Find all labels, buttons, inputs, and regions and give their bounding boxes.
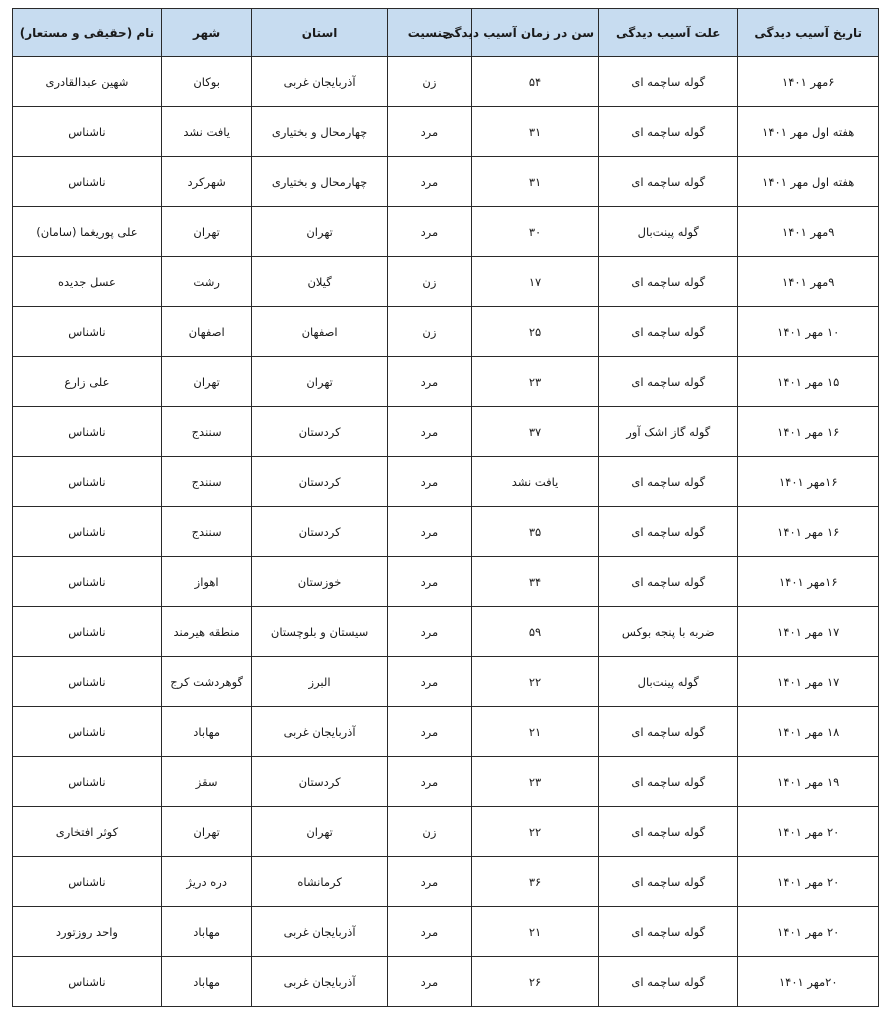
cell-province: تهران bbox=[252, 207, 387, 257]
cell-injury-cause: گوله ساچمه ای bbox=[599, 907, 738, 957]
cell-name: ناشناس bbox=[13, 457, 162, 507]
cell-city: سقز bbox=[161, 757, 252, 807]
cell-city: بوکان bbox=[161, 57, 252, 107]
table-row bbox=[13, 807, 879, 857]
header-province: استان bbox=[252, 9, 387, 57]
cell-injury-cause: ضربه با پنجه بوکس bbox=[599, 607, 738, 657]
cell-name: ناشناس bbox=[13, 957, 162, 1007]
cell-age: ۲۵ bbox=[472, 307, 599, 357]
cell-gender: مرد bbox=[387, 207, 471, 257]
cell-injury-cause: گوله پینت‌بال bbox=[599, 657, 738, 707]
cell-injury-date: ۲۰ مهر ۱۴۰۱ bbox=[738, 857, 879, 907]
cell-injury-date: هفته اول مهر ۱۴۰۱ bbox=[738, 107, 879, 157]
cell-injury-cause: گوله ساچمه ای bbox=[599, 807, 738, 857]
cell-province: کردستان bbox=[252, 457, 387, 507]
cell-age: ۲۱ bbox=[472, 707, 599, 757]
table-row bbox=[13, 957, 879, 1007]
cell-province: آذربایجان غربی bbox=[252, 957, 387, 1007]
cell-gender: مرد bbox=[387, 507, 471, 557]
cell-city: تهران bbox=[161, 207, 252, 257]
cell-injury-date: ۶مهر ۱۴۰۱ bbox=[738, 57, 879, 107]
table-row bbox=[13, 357, 879, 407]
cell-name: ناشناس bbox=[13, 757, 162, 807]
cell-city: سنندج bbox=[161, 407, 252, 457]
cell-province: چهارمحال و بختیاری bbox=[252, 107, 387, 157]
cell-city: دره دریژ bbox=[161, 857, 252, 907]
cell-injury-date: ۲۰مهر ۱۴۰۱ bbox=[738, 957, 879, 1007]
cell-gender: مرد bbox=[387, 657, 471, 707]
cell-injury-cause: گوله ساچمه ای bbox=[599, 107, 738, 157]
cell-province: گیلان bbox=[252, 257, 387, 307]
cell-gender: مرد bbox=[387, 457, 471, 507]
table-row bbox=[13, 857, 879, 907]
cell-province: اصفهان bbox=[252, 307, 387, 357]
table-row bbox=[13, 507, 879, 557]
cell-name: علی زارع bbox=[13, 357, 162, 407]
cell-injury-cause: گوله ساچمه ای bbox=[599, 507, 738, 557]
header-injury-cause: علت آسیب دیدگی bbox=[599, 9, 738, 57]
cell-injury-cause: گوله ساچمه ای bbox=[599, 957, 738, 1007]
cell-gender: مرد bbox=[387, 757, 471, 807]
cell-age: ۵۴ bbox=[472, 57, 599, 107]
table-row bbox=[13, 907, 879, 957]
table-row bbox=[13, 707, 879, 757]
cell-gender: مرد bbox=[387, 157, 471, 207]
cell-age: ۲۳ bbox=[472, 757, 599, 807]
header-injury-date: تاریخ آسیب دیدگی bbox=[738, 9, 879, 57]
header-age: سن در زمان آسیب دیدگی bbox=[472, 9, 599, 57]
cell-injury-cause: گوله ساچمه ای bbox=[599, 707, 738, 757]
cell-name: ناشناس bbox=[13, 607, 162, 657]
cell-city: یافت نشد bbox=[161, 107, 252, 157]
cell-injury-cause: گوله گاز اشک آور bbox=[599, 407, 738, 457]
header-name: نام (حقیقی و مستعار) bbox=[13, 9, 162, 57]
cell-injury-date: ۱۰ مهر ۱۴۰۱ bbox=[738, 307, 879, 357]
cell-province: البرز bbox=[252, 657, 387, 707]
cell-injury-date: ۱۵ مهر ۱۴۰۱ bbox=[738, 357, 879, 407]
cell-name: شهین عبدالقادری bbox=[13, 57, 162, 107]
cell-injury-cause: گوله ساچمه ای bbox=[599, 457, 738, 507]
cell-injury-date: ۹مهر ۱۴۰۱ bbox=[738, 257, 879, 307]
cell-age: ۲۲ bbox=[472, 807, 599, 857]
cell-province: آذربایجان غربی bbox=[252, 57, 387, 107]
table-row bbox=[13, 157, 879, 207]
injury-table-container bbox=[12, 8, 879, 1007]
cell-city: رشت bbox=[161, 257, 252, 307]
cell-injury-date: ۱۷ مهر ۱۴۰۱ bbox=[738, 657, 879, 707]
cell-injury-date: ۹مهر ۱۴۰۱ bbox=[738, 207, 879, 257]
cell-injury-date: ۱۷ مهر ۱۴۰۱ bbox=[738, 607, 879, 657]
cell-province: کردستان bbox=[252, 757, 387, 807]
cell-name: ناشناس bbox=[13, 157, 162, 207]
cell-age: ۳۴ bbox=[472, 557, 599, 607]
cell-name: عسل جدیده bbox=[13, 257, 162, 307]
header-row bbox=[13, 9, 879, 57]
table-row bbox=[13, 57, 879, 107]
table-row bbox=[13, 307, 879, 357]
table-row bbox=[13, 657, 879, 707]
cell-name: ناشناس bbox=[13, 857, 162, 907]
cell-gender: مرد bbox=[387, 607, 471, 657]
cell-province: کرمانشاه bbox=[252, 857, 387, 907]
table-row bbox=[13, 407, 879, 457]
cell-age: ۱۷ bbox=[472, 257, 599, 307]
cell-age: ۳۶ bbox=[472, 857, 599, 907]
cell-age: ۵۹ bbox=[472, 607, 599, 657]
cell-province: سیستان و بلوچستان bbox=[252, 607, 387, 657]
cell-gender: مرد bbox=[387, 107, 471, 157]
table-row bbox=[13, 257, 879, 307]
cell-name: ناشناس bbox=[13, 307, 162, 357]
cell-gender: مرد bbox=[387, 707, 471, 757]
cell-city: تهران bbox=[161, 807, 252, 857]
cell-age: ۲۳ bbox=[472, 357, 599, 407]
cell-age: یافت نشد bbox=[472, 457, 599, 507]
cell-gender: مرد bbox=[387, 357, 471, 407]
cell-name: ناشناس bbox=[13, 657, 162, 707]
table-row bbox=[13, 207, 879, 257]
cell-injury-date: هفته اول مهر ۱۴۰۱ bbox=[738, 157, 879, 207]
cell-name: ناشناس bbox=[13, 557, 162, 607]
table-row bbox=[13, 107, 879, 157]
cell-name: علی پوریغما (سامان) bbox=[13, 207, 162, 257]
cell-injury-cause: گوله ساچمه ای bbox=[599, 157, 738, 207]
cell-province: آذربایجان غربی bbox=[252, 707, 387, 757]
cell-injury-cause: گوله ساچمه ای bbox=[599, 357, 738, 407]
cell-city: گوهردشت کرج bbox=[161, 657, 252, 707]
cell-injury-cause: گوله ساچمه ای bbox=[599, 307, 738, 357]
cell-city: اهواز bbox=[161, 557, 252, 607]
cell-gender: مرد bbox=[387, 957, 471, 1007]
cell-gender: مرد bbox=[387, 407, 471, 457]
cell-injury-date: ۱۶مهر ۱۴۰۱ bbox=[738, 557, 879, 607]
cell-injury-date: ۱۹ مهر ۱۴۰۱ bbox=[738, 757, 879, 807]
cell-gender: مرد bbox=[387, 907, 471, 957]
cell-city: مهاباد bbox=[161, 907, 252, 957]
cell-age: ۲۶ bbox=[472, 957, 599, 1007]
cell-injury-cause: گوله ساچمه ای bbox=[599, 857, 738, 907]
cell-gender: زن bbox=[387, 807, 471, 857]
injury-table bbox=[12, 8, 879, 1007]
cell-injury-cause: گوله ساچمه ای bbox=[599, 757, 738, 807]
cell-name: ناشناس bbox=[13, 407, 162, 457]
cell-city: سنندج bbox=[161, 507, 252, 557]
table-row bbox=[13, 457, 879, 507]
table-row bbox=[13, 557, 879, 607]
cell-name: ناشناس bbox=[13, 107, 162, 157]
cell-injury-date: ۱۶ مهر ۱۴۰۱ bbox=[738, 407, 879, 457]
cell-age: ۳۰ bbox=[472, 207, 599, 257]
cell-injury-cause: گوله ساچمه ای bbox=[599, 557, 738, 607]
cell-province: تهران bbox=[252, 357, 387, 407]
cell-injury-date: ۱۸ مهر ۱۴۰۱ bbox=[738, 707, 879, 757]
cell-city: مهاباد bbox=[161, 707, 252, 757]
cell-name: ناشناس bbox=[13, 707, 162, 757]
header-gender: جنسیت bbox=[387, 9, 471, 57]
cell-city: تهران bbox=[161, 357, 252, 407]
cell-city: مهاباد bbox=[161, 957, 252, 1007]
table-row bbox=[13, 607, 879, 657]
cell-injury-date: ۱۶مهر ۱۴۰۱ bbox=[738, 457, 879, 507]
cell-province: چهارمحال و بختیاری bbox=[252, 157, 387, 207]
header-city: شهر bbox=[161, 9, 252, 57]
table-header bbox=[13, 9, 879, 57]
cell-name: ناشناس bbox=[13, 507, 162, 557]
cell-province: خوزستان bbox=[252, 557, 387, 607]
cell-province: تهران bbox=[252, 807, 387, 857]
cell-injury-cause: گوله ساچمه ای bbox=[599, 57, 738, 107]
cell-injury-date: ۱۶ مهر ۱۴۰۱ bbox=[738, 507, 879, 557]
cell-gender: مرد bbox=[387, 557, 471, 607]
table-body bbox=[13, 57, 879, 1007]
cell-name: کوثر افتخاری bbox=[13, 807, 162, 857]
table-row bbox=[13, 757, 879, 807]
cell-injury-date: ۲۰ مهر ۱۴۰۱ bbox=[738, 907, 879, 957]
cell-age: ۳۷ bbox=[472, 407, 599, 457]
cell-age: ۲۱ bbox=[472, 907, 599, 957]
cell-gender: زن bbox=[387, 257, 471, 307]
cell-name: واحد روزتورد bbox=[13, 907, 162, 957]
cell-injury-cause: گوله ساچمه ای bbox=[599, 257, 738, 307]
cell-age: ۳۵ bbox=[472, 507, 599, 557]
cell-city: اصفهان bbox=[161, 307, 252, 357]
cell-age: ۲۲ bbox=[472, 657, 599, 707]
cell-province: آذربایجان غربی bbox=[252, 907, 387, 957]
cell-city: شهرکرد bbox=[161, 157, 252, 207]
cell-province: کردستان bbox=[252, 407, 387, 457]
cell-age: ۳۱ bbox=[472, 157, 599, 207]
cell-province: کردستان bbox=[252, 507, 387, 557]
cell-gender: زن bbox=[387, 307, 471, 357]
cell-city: سنندج bbox=[161, 457, 252, 507]
cell-injury-date: ۲۰ مهر ۱۴۰۱ bbox=[738, 807, 879, 857]
cell-gender: مرد bbox=[387, 857, 471, 907]
cell-age: ۳۱ bbox=[472, 107, 599, 157]
cell-gender: زن bbox=[387, 57, 471, 107]
cell-injury-cause: گوله پینت‌بال bbox=[599, 207, 738, 257]
cell-city: منطقه هیرمند bbox=[161, 607, 252, 657]
